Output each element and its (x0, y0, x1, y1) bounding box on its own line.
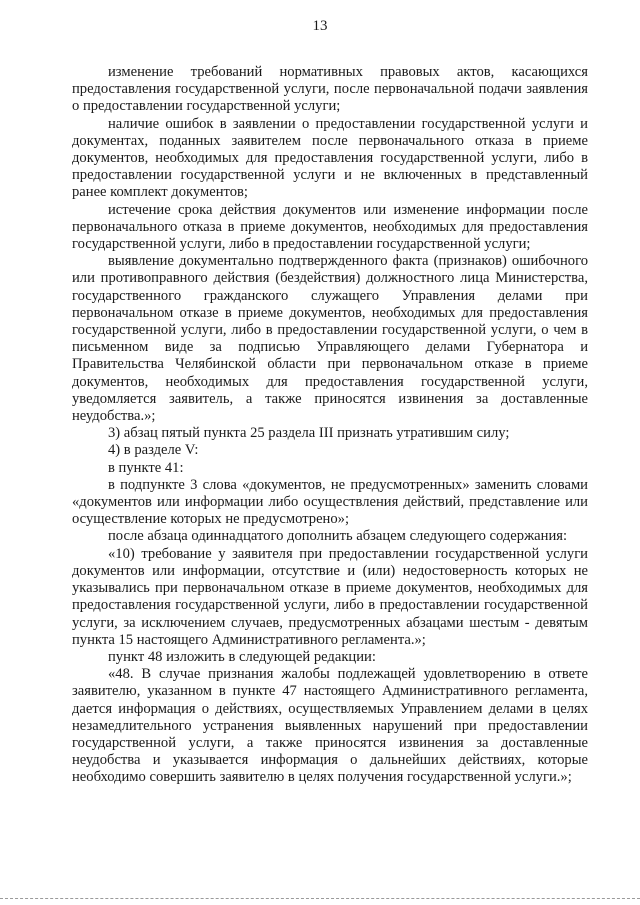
paragraph-document-expiry: истечение срока действия документов или изменение информации после первоначального отказа в приеме документов, необходимых для предоставления государственной услуги, либо в предоставлении государственной услуги; (72, 201, 588, 253)
paragraph-amendment-requirements: изменение требований нормативных правовых актов, касающихся предоставления государственной услуги, после первоначальной подачи заявления о предоставлении государственной услуги; (72, 64, 588, 115)
paragraph-point-48-intro: пункт 48 изложить в следующей редакции: (108, 648, 376, 665)
document-body (72, 64, 588, 787)
paragraph-after-eleventh: после абзаца одиннадцатого дополнить абзацем следующего содержания: (108, 528, 568, 545)
paragraph-subpoint-3: в подпункте 3 слова «документов, не предусмотренных» заменить словами «документов или информации либо осуществления действий, представление или осуществление которых не предусмотрено»; (72, 476, 588, 528)
paragraph-point-48-text: «48. В случае признания жалобы подлежащей удовлетворению в ответе заявителю, указанном в пункте 47 настоящего Административного регламента, дается информация о действиях, осуществляемых Управлением делами в целях незамедлительного устранения выявленных нарушений при предоставлении государственной услуги, а также приносятся извинения за доставленные неудобства и указывается информация о дальнейших действиях, которые необходимо совершить заявителю в целях получения государственной услуги.»; (72, 666, 588, 786)
paragraph-item-3: 3) абзац пятый пункта 25 раздела III признать утратившим силу; (108, 425, 510, 442)
paragraph-errors-in-application: наличие ошибок в заявлении о предоставлении государственной услуги и документах, поданных заявителем после первоначального отказа в приеме документов, необходимых для предоставления государственной услуги, либо в предоставлении государственной услуги и не включенных в представленный ранее комплект документов; (72, 115, 588, 201)
page-number: 13 (312, 18, 328, 34)
paragraph-point-41: в пункте 41: (108, 459, 184, 476)
paragraph-item-4: 4) в разделе V: (108, 442, 199, 459)
paragraph-item-10: «10) требование у заявителя при предоставлении государственной услуги документов или информации, отсутствие и (или) недостоверность которых не указывались при первоначальном отказе в приеме документов, необходимых для предоставления государственной услуги, либо в предоставлении государственной услуги, за исключением случаев, предусмотренных абзацами шестым - девятым пункта 15 настоящего Административного регламента.»; (72, 545, 588, 648)
paragraph-erroneous-action: выявление документально подтвержденного факта (признаков) ошибочного или противоправного действия (бездействия) должностного лица Министерства, государственного гражданского служащего Управления делами при первоначальном отказе в приеме документов, необходимых для предоставления государственной услуги, либо в предоставлении государственной услуги, о чем в письменном виде за подписью Управляющего делами Губернатора и Правительства Челябинской области при первоначальном отказе в приеме документов, необходимых для предоставления государственной услуги, уведомляется заявитель, а также приносятся извинения за доставленные неудобства.»; (72, 253, 588, 425)
page-bottom-divider (0, 898, 640, 900)
